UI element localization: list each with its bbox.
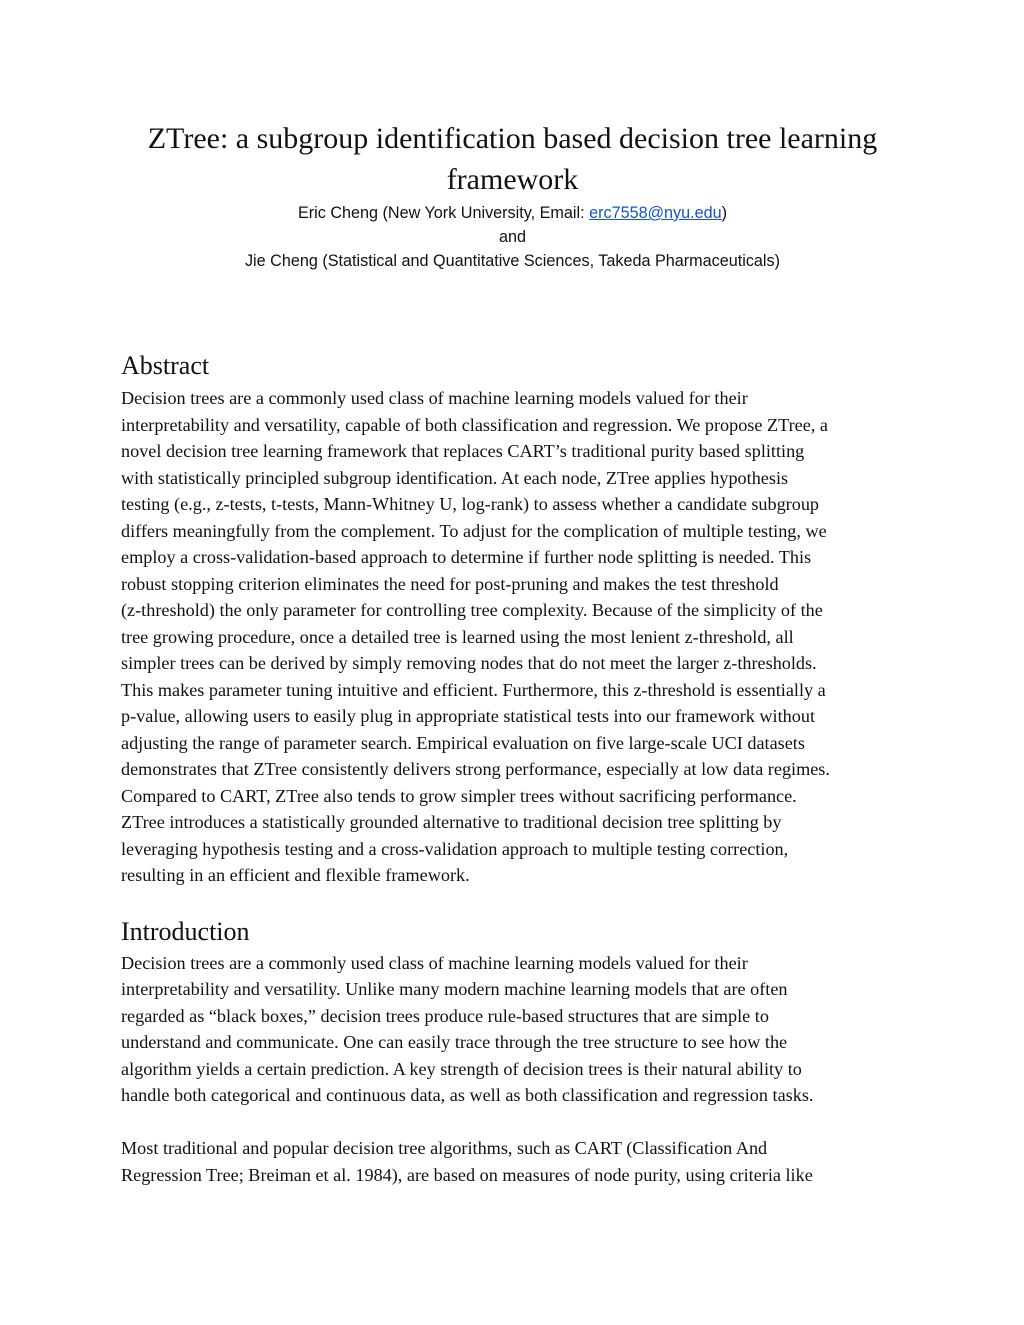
author-1 [121, 201, 904, 225]
introduction-paragraph-2: Most traditional and popular decision tree algorithms, such as CART (Classification And Regression Tree; Breiman et al. 1984), are based on measures of node purity, using criteria like [121, 1138, 813, 1185]
author-conjunction: and [498, 228, 526, 246]
paper-title: ZTree: a subgroup identification based decision tree learning framework [147, 122, 878, 196]
abstract-heading: Abstract [121, 351, 210, 380]
author-1-suffix: ) [721, 204, 728, 222]
abstract-text: Decision trees are a commonly used class of machine learning models valued for their interpretability and versatility, capable of both classification and regression. We propose ZTree, a novel decision tree learning framework that replaces CART’s traditional purity based splitting with statistically principled subgroup identification. At each node, ZTree applies hypothesis testing (e.g., z-tests, t-tests, Mann-Whitney U, log-rank) to assess whether a candidate subgroup differs meaningfully from the complement. To adjust for the complication of multiple testing, we employ a cross-validation-based approach to determine if further node splitting is needed. This robust stopping criterion eliminates the need for post-pruning and makes the test threshold (z-threshold) the only parameter for controlling tree complexity. Because of the simplicity of the tree growing procedure, once a detailed tree is learned using the most lenient z-threshold, all simpler trees can be derived by simply removing nodes that do not meet the larger z-thresholds. This makes parameter tuning intuitive and efficient. Furthermore, this z-threshold is essentially a p-value, allowing users to easily plug in appropriate statistical tests into our framework without adjusting the range of parameter search. Empirical evaluation on five large-scale UCI datasets demonstrates that ZTree consistently delivers strong performance, especially at low data regimes. Compared to CART, ZTree also tends to grow simpler trees without sacrificing performance. ZTree introduces a statistically grounded alternative to traditional decision tree splitting by leveraging hypothesis testing and a cross-validation approach to multiple testing correction, resulting in an efficient and flexible framework. [121, 388, 830, 885]
author-block [121, 201, 904, 273]
author-1-affiliation: Eric Cheng (New York University, Email: [297, 204, 590, 222]
introduction-paragraph-1: Decision trees are a commonly used class of machine learning models valued for their interpretability and versatility. Unlike many modern machine learning models that are often regarded as “black boxes,” decision trees produce rule-based structures that are simple to understand and communicate. One can easily trace through the tree structure to see how the algorithm yields a certain prediction. A key strength of decision trees is their natural ability to handle both categorical and continuous data, as well as both classification and regression tasks. [121, 952, 814, 1105]
author-email-link[interactable]: erc7558@nyu.edu [589, 204, 722, 222]
introduction-heading: Introduction [121, 916, 250, 946]
author-2: Jie Cheng (Statistical and Quantitative Sciences, Takeda Pharmaceuticals) [244, 252, 781, 270]
